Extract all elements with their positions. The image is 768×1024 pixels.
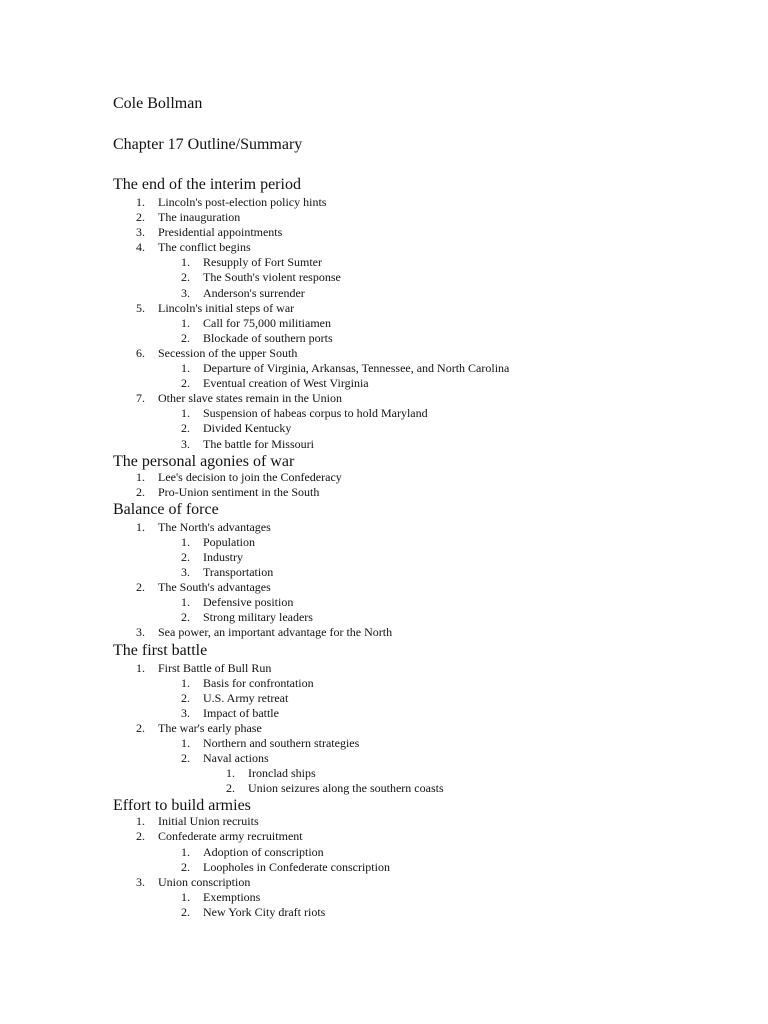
- item-text: Defensive position: [203, 595, 294, 610]
- item-text: New York City draft riots: [203, 904, 326, 919]
- item-text: Other slave states remain in the Union: [158, 391, 342, 406]
- item-text: Anderson's surrender: [203, 285, 305, 300]
- outline-item: [113, 580, 673, 625]
- item-text: Naval actions: [203, 751, 269, 766]
- item-text: Loopholes in Confederate conscription: [203, 859, 390, 874]
- outline-item-row: [113, 814, 673, 829]
- outline-item: [113, 225, 673, 240]
- outline-sublist: [113, 361, 673, 391]
- item-number: 1.: [181, 255, 190, 270]
- item-text: Adoption of conscription: [203, 844, 324, 859]
- outline-section: [113, 452, 673, 500]
- outline-list: [113, 661, 673, 797]
- outline-item: [113, 210, 673, 225]
- item-number: 1.: [181, 534, 190, 549]
- outline-item-row: [113, 361, 673, 376]
- outline-item-row: [113, 766, 673, 781]
- item-number: 1.: [181, 595, 190, 610]
- outline-item: [113, 255, 673, 270]
- item-text: Pro-Union sentiment in the South: [158, 484, 320, 499]
- outline-item: [113, 485, 673, 500]
- outline-sublist: [113, 766, 673, 796]
- outline-item: [113, 875, 673, 920]
- outline-sublist: [113, 736, 673, 796]
- outline-item: [113, 676, 673, 691]
- item-number: 3.: [136, 225, 145, 240]
- item-number: 1.: [181, 844, 190, 859]
- outline-sublist: [113, 845, 673, 875]
- document-title: Chapter 17 Outline/Summary: [113, 136, 303, 153]
- section-heading: The personal agonies of war: [113, 452, 295, 470]
- outline-item-row: [113, 255, 673, 270]
- outline-sublist: [113, 535, 673, 580]
- outline-item-row: [113, 706, 673, 721]
- item-text: The battle for Missouri: [203, 436, 314, 451]
- item-number: 3.: [181, 285, 190, 300]
- outline-item: [113, 595, 673, 610]
- outline-item-row: [113, 301, 673, 316]
- outline-item-row: [113, 625, 673, 640]
- outline-item: [113, 535, 673, 550]
- outline-item-row: [113, 210, 673, 225]
- item-text: Initial Union recruits: [158, 814, 259, 829]
- outline-item: [113, 331, 673, 346]
- outline-item: [113, 706, 673, 721]
- outline-item: [113, 270, 673, 285]
- item-text: Industry: [203, 549, 243, 564]
- item-number: 1.: [181, 736, 190, 750]
- item-number: 2.: [181, 904, 190, 919]
- outline-item-row: [113, 610, 673, 625]
- item-text: Population: [203, 534, 256, 549]
- outline-item: [113, 346, 673, 391]
- outline-sublist: [113, 595, 673, 625]
- outline-item-row: [113, 225, 673, 240]
- outline-item-row: [113, 535, 673, 550]
- item-number: 2.: [136, 829, 145, 844]
- outline-item-row: [113, 195, 673, 210]
- outline-item-row: [113, 721, 673, 736]
- item-number: 7.: [136, 391, 145, 406]
- outline-item: [113, 610, 673, 625]
- section-heading: Balance of force: [113, 500, 219, 518]
- item-number: 2.: [136, 484, 145, 499]
- outline-item-row: [113, 736, 673, 751]
- item-number: 1.: [136, 195, 145, 209]
- item-text: Blockade of southern ports: [203, 330, 333, 345]
- item-text: Impact of battle: [203, 705, 279, 720]
- item-number: 1.: [226, 766, 235, 781]
- item-text: The South's advantages: [158, 580, 271, 595]
- item-text: Presidential appointments: [158, 225, 283, 240]
- outline-item: [113, 736, 673, 751]
- item-number: 2.: [136, 720, 145, 735]
- outline-item-row: [113, 270, 673, 285]
- outline-item-row: [113, 661, 673, 676]
- outline-item-row: [113, 550, 673, 565]
- outline-item-row: [113, 890, 673, 905]
- item-number: 1.: [181, 675, 190, 690]
- outline: [113, 175, 673, 920]
- outline-item: [113, 860, 673, 875]
- item-number: 1.: [181, 889, 190, 904]
- item-text: Eventual creation of West Virginia: [203, 376, 369, 391]
- item-text: Confederate army recruitment: [158, 829, 303, 844]
- outline-item-row: [113, 829, 673, 844]
- outline-item-row: [113, 580, 673, 595]
- outline-item: [113, 550, 673, 565]
- item-number: 3.: [136, 625, 145, 640]
- outline-item: [113, 829, 673, 874]
- outline-item: [113, 565, 673, 580]
- outline-item: [113, 625, 673, 640]
- item-number: 4.: [136, 240, 145, 255]
- outline-item-row: [113, 240, 673, 255]
- outline-item: [113, 781, 673, 796]
- item-text: First Battle of Bull Run: [158, 660, 272, 675]
- outline-item-row: [113, 520, 673, 535]
- item-text: The conflict begins: [158, 240, 251, 255]
- item-text: Lee's decision to join the Confederacy: [158, 469, 342, 484]
- outline-section: [113, 796, 673, 920]
- item-text: Lincoln's post-election policy hints: [158, 195, 327, 209]
- item-text: Suspension of habeas corpus to hold Maryland: [203, 406, 428, 421]
- outline-item-row: [113, 860, 673, 875]
- item-number: 2.: [181, 549, 190, 564]
- outline-section: [113, 500, 673, 641]
- outline-sublist: [113, 316, 673, 346]
- item-number: 3.: [181, 436, 190, 451]
- item-number: 2.: [226, 781, 235, 796]
- outline-item-row: [113, 905, 673, 920]
- section-heading: The first battle: [113, 641, 208, 659]
- item-text: The South's violent response: [203, 270, 341, 285]
- outline-item-row: [113, 875, 673, 890]
- outline-item: [113, 845, 673, 860]
- outline-item: [113, 751, 673, 796]
- item-number: 5.: [136, 300, 145, 315]
- author-name: Cole Bollman: [113, 95, 203, 112]
- item-number: 3.: [136, 874, 145, 889]
- outline-item: [113, 391, 673, 451]
- item-number: 3.: [181, 565, 190, 580]
- outline-item-row: [113, 437, 673, 452]
- outline-item-row: [113, 286, 673, 301]
- outline-item: [113, 316, 673, 331]
- item-text: Divided Kentucky: [203, 421, 292, 436]
- item-text: Basis for confrontation: [203, 675, 314, 690]
- item-text: U.S. Army retreat: [203, 690, 289, 705]
- outline-item-row: [113, 781, 673, 796]
- item-text: Northern and southern strategies: [203, 736, 360, 750]
- section-heading: Effort to build armies: [113, 797, 251, 815]
- item-number: 2.: [181, 376, 190, 391]
- outline-item: [113, 240, 673, 300]
- item-number: 2.: [136, 210, 145, 225]
- outline-item-row: [113, 316, 673, 331]
- outline-sublist: [113, 890, 673, 920]
- outline-item: [113, 520, 673, 580]
- item-number: 2.: [181, 751, 190, 766]
- outline-item-row: [113, 346, 673, 361]
- outline-list: [113, 195, 673, 452]
- section-heading: The end of the interim period: [113, 176, 301, 193]
- item-number: 2.: [181, 270, 190, 285]
- outline-item: [113, 691, 673, 706]
- outline-item-row: [113, 331, 673, 346]
- outline-item: [113, 376, 673, 391]
- item-text: Union conscription: [158, 874, 251, 889]
- item-number: 3.: [181, 705, 190, 720]
- item-text: Lincoln's initial steps of war: [158, 300, 295, 315]
- item-number: 1.: [136, 519, 145, 534]
- outline-item: [113, 421, 673, 436]
- item-number: 1.: [181, 406, 190, 421]
- item-text: Ironclad ships: [248, 766, 316, 781]
- outline-item-row: [113, 470, 673, 485]
- outline-item: [113, 814, 673, 829]
- outline-item: [113, 406, 673, 421]
- outline-item: [113, 905, 673, 920]
- item-text: Call for 75,000 militiamen: [203, 315, 331, 330]
- outline-item-row: [113, 845, 673, 860]
- item-text: The inauguration: [158, 210, 241, 225]
- item-number: 1.: [136, 814, 145, 829]
- outline-item-row: [113, 391, 673, 406]
- item-number: 1.: [181, 315, 190, 330]
- outline-list: [113, 520, 673, 641]
- outline-section: [113, 175, 673, 452]
- outline-item: [113, 437, 673, 452]
- item-text: Transportation: [203, 565, 274, 580]
- outline-item-row: [113, 376, 673, 391]
- outline-item-row: [113, 485, 673, 500]
- item-text: Secession of the upper South: [158, 345, 298, 360]
- outline-item-row: [113, 565, 673, 580]
- item-text: Sea power, an important advantage for the North: [158, 625, 393, 640]
- outline-sublist: [113, 406, 673, 451]
- outline-sublist: [113, 255, 673, 300]
- outline-item: [113, 301, 673, 346]
- outline-sublist: [113, 676, 673, 721]
- item-number: 2.: [181, 421, 190, 436]
- item-text: Departure of Virginia, Arkansas, Tennessee, and North Carolina: [203, 361, 510, 376]
- item-text: Strong military leaders: [203, 610, 313, 625]
- outline-item: [113, 721, 673, 796]
- item-number: 6.: [136, 345, 145, 360]
- outline-item: [113, 766, 673, 781]
- outline-item-row: [113, 751, 673, 766]
- item-number: 2.: [181, 610, 190, 625]
- outline-list: [113, 814, 673, 920]
- item-number: 1.: [136, 469, 145, 484]
- item-text: Union seizures along the southern coasts: [248, 781, 444, 796]
- item-number: 2.: [181, 330, 190, 345]
- item-number: 2.: [181, 690, 190, 705]
- item-number: 2.: [181, 859, 190, 874]
- outline-list: [113, 470, 673, 500]
- outline-item: [113, 661, 673, 721]
- item-text: Exemptions: [203, 889, 261, 904]
- item-number: 2.: [136, 580, 145, 595]
- outline-item-row: [113, 421, 673, 436]
- outline-section: [113, 641, 673, 797]
- outline-item-row: [113, 595, 673, 610]
- item-text: The North's advantages: [158, 519, 271, 534]
- outline-item: [113, 195, 673, 210]
- outline-item: [113, 470, 673, 485]
- outline-item-row: [113, 676, 673, 691]
- outline-item: [113, 286, 673, 301]
- outline-item: [113, 890, 673, 905]
- outline-item-row: [113, 406, 673, 421]
- item-number: 1.: [181, 361, 190, 376]
- item-number: 1.: [136, 660, 145, 675]
- outline-item-row: [113, 691, 673, 706]
- outline-item: [113, 361, 673, 376]
- item-text: The war's early phase: [158, 720, 262, 735]
- item-text: Resupply of Fort Sumter: [203, 255, 322, 270]
